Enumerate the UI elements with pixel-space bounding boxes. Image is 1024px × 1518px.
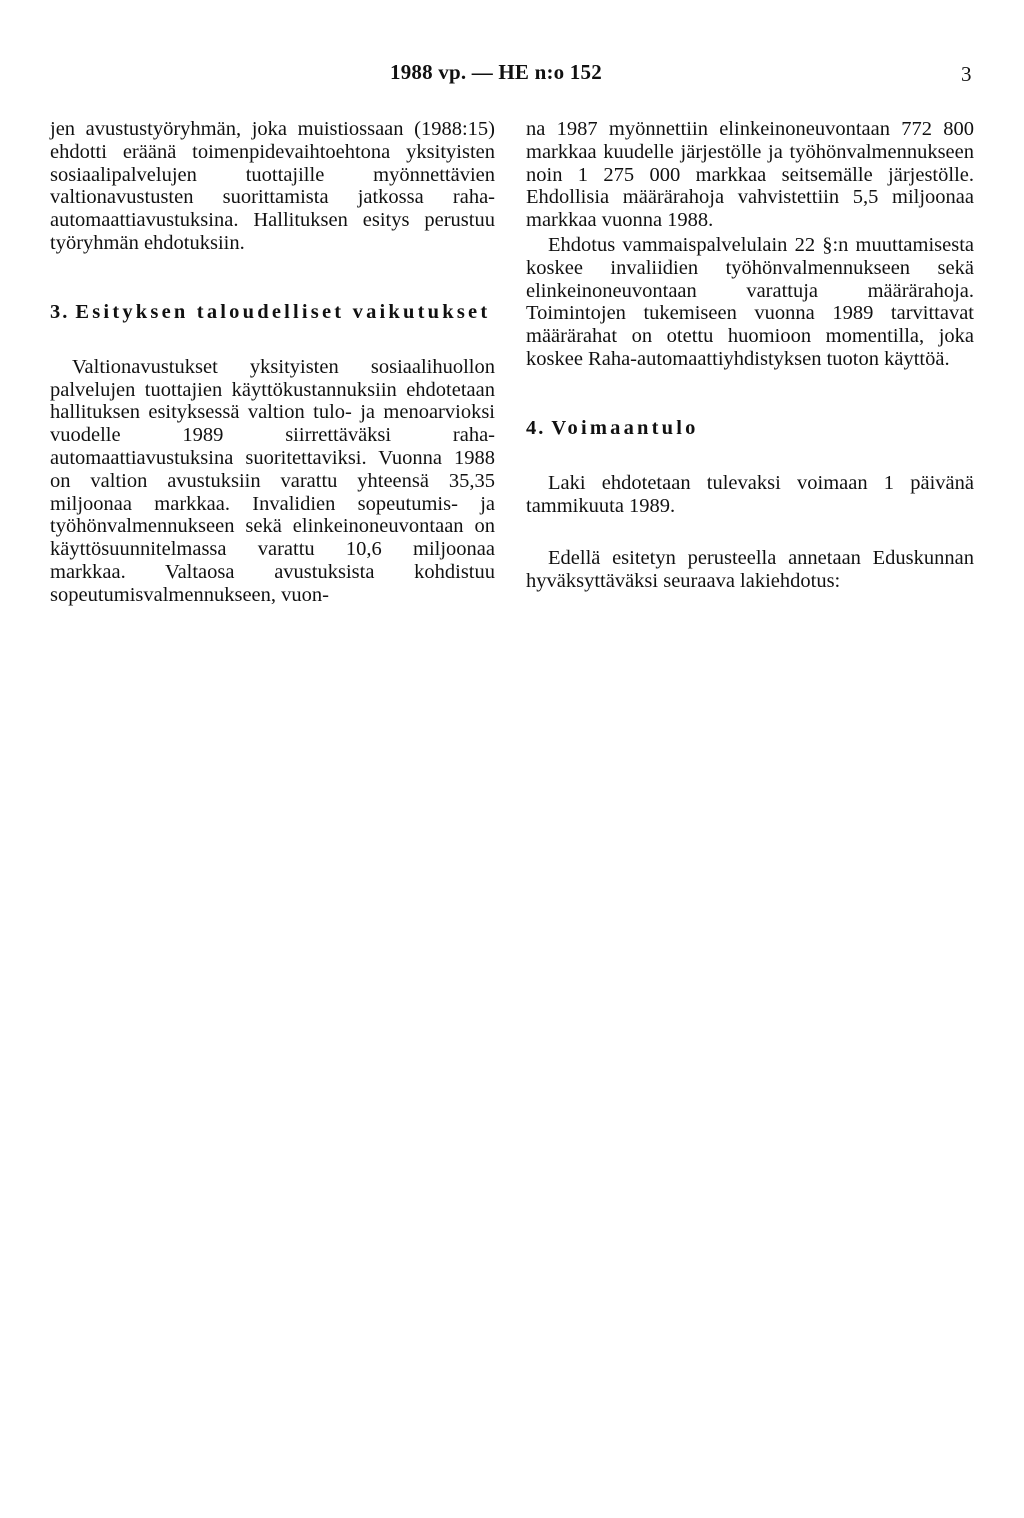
section-4-title: Voimaantulo bbox=[551, 416, 699, 439]
running-header: 1988 vp. — HE n:o 152 bbox=[390, 60, 602, 84]
right-paragraph-4: Edellä esitetyn perusteella annetaan Eduskunnan hyväksyttäväksi seuraava lakiehdotus: bbox=[526, 547, 974, 593]
section-4-number: 4. bbox=[526, 416, 546, 439]
left-paragraph-2: Valtionavustukset yksityisten sosiaalihuollon palvelujen tuottajien käyttökustannuksiin ehdotetaan hallituksen esityksessä valtion tulo- ja menoarvioksi vuodelle 1989 siirrettäväksi raha-automaattiavustuksina suoritettaviksi. Vuonna 1988 on valtion avustuksiin varattu yhteensä 35,35 miljoonaa markkaa. Invalidien sopeutumis- ja työhönvalmennukseen sekä elinkeinoneuvontaan on käyttösuunnitelmassa varattu 10,6 miljoonaa markkaa. Valtaosa avustuksista kohdistuu sopeutumisvalmennukseen, vuon- bbox=[50, 355, 495, 606]
section-3-title: Esityksen taloudelliset vaikutukset bbox=[75, 300, 491, 323]
left-column bbox=[50, 118, 495, 607]
section-3-number: 3. bbox=[50, 300, 70, 323]
page-number: 3 bbox=[961, 62, 972, 86]
section-3-heading bbox=[50, 301, 495, 324]
right-column bbox=[526, 118, 974, 593]
left-paragraph-1: jen avustustyöryhmän, joka muistiossaan (1988:15) ehdotti eräänä toimenpidevaihtoehtona yksityisten sosiaalipalvelujen tuottajille myönnettävien valtionavustusten suorittamista jatkossa raha-automaattiavustuksina. Hallituksen esitys perustuu työryhmän ehdotuksiin. bbox=[50, 118, 495, 254]
right-paragraph-2: Ehdotus vammaispalvelulain 22 §:n muuttamisesta koskee invaliidien työhönvalmennukseen sekä elinkeinoneuvontaan varattuja määrärahoja. Toimintojen tukemiseen vuonna 1989 tarvittavat määrärahat on otettu huomioon momentilla, joka koskee Raha-automaattiyhdistyksen tuoton käyttöä. bbox=[526, 233, 974, 370]
section-4-heading bbox=[526, 417, 974, 440]
right-paragraph-3: Laki ehdotetaan tulevaksi voimaan 1 päivänä tammikuuta 1989. bbox=[526, 471, 974, 517]
right-paragraph-1: na 1987 myönnettiin elinkeinoneuvontaan 772 800 markkaa kuudelle järjestölle ja työhönvalmennukseen noin 1 275 000 markkaa seitsemälle järjestölle. Ehdollisia määrärahoja vahvistettiin 5,5 miljoonaa markkaa vuonna 1988. bbox=[526, 118, 974, 232]
